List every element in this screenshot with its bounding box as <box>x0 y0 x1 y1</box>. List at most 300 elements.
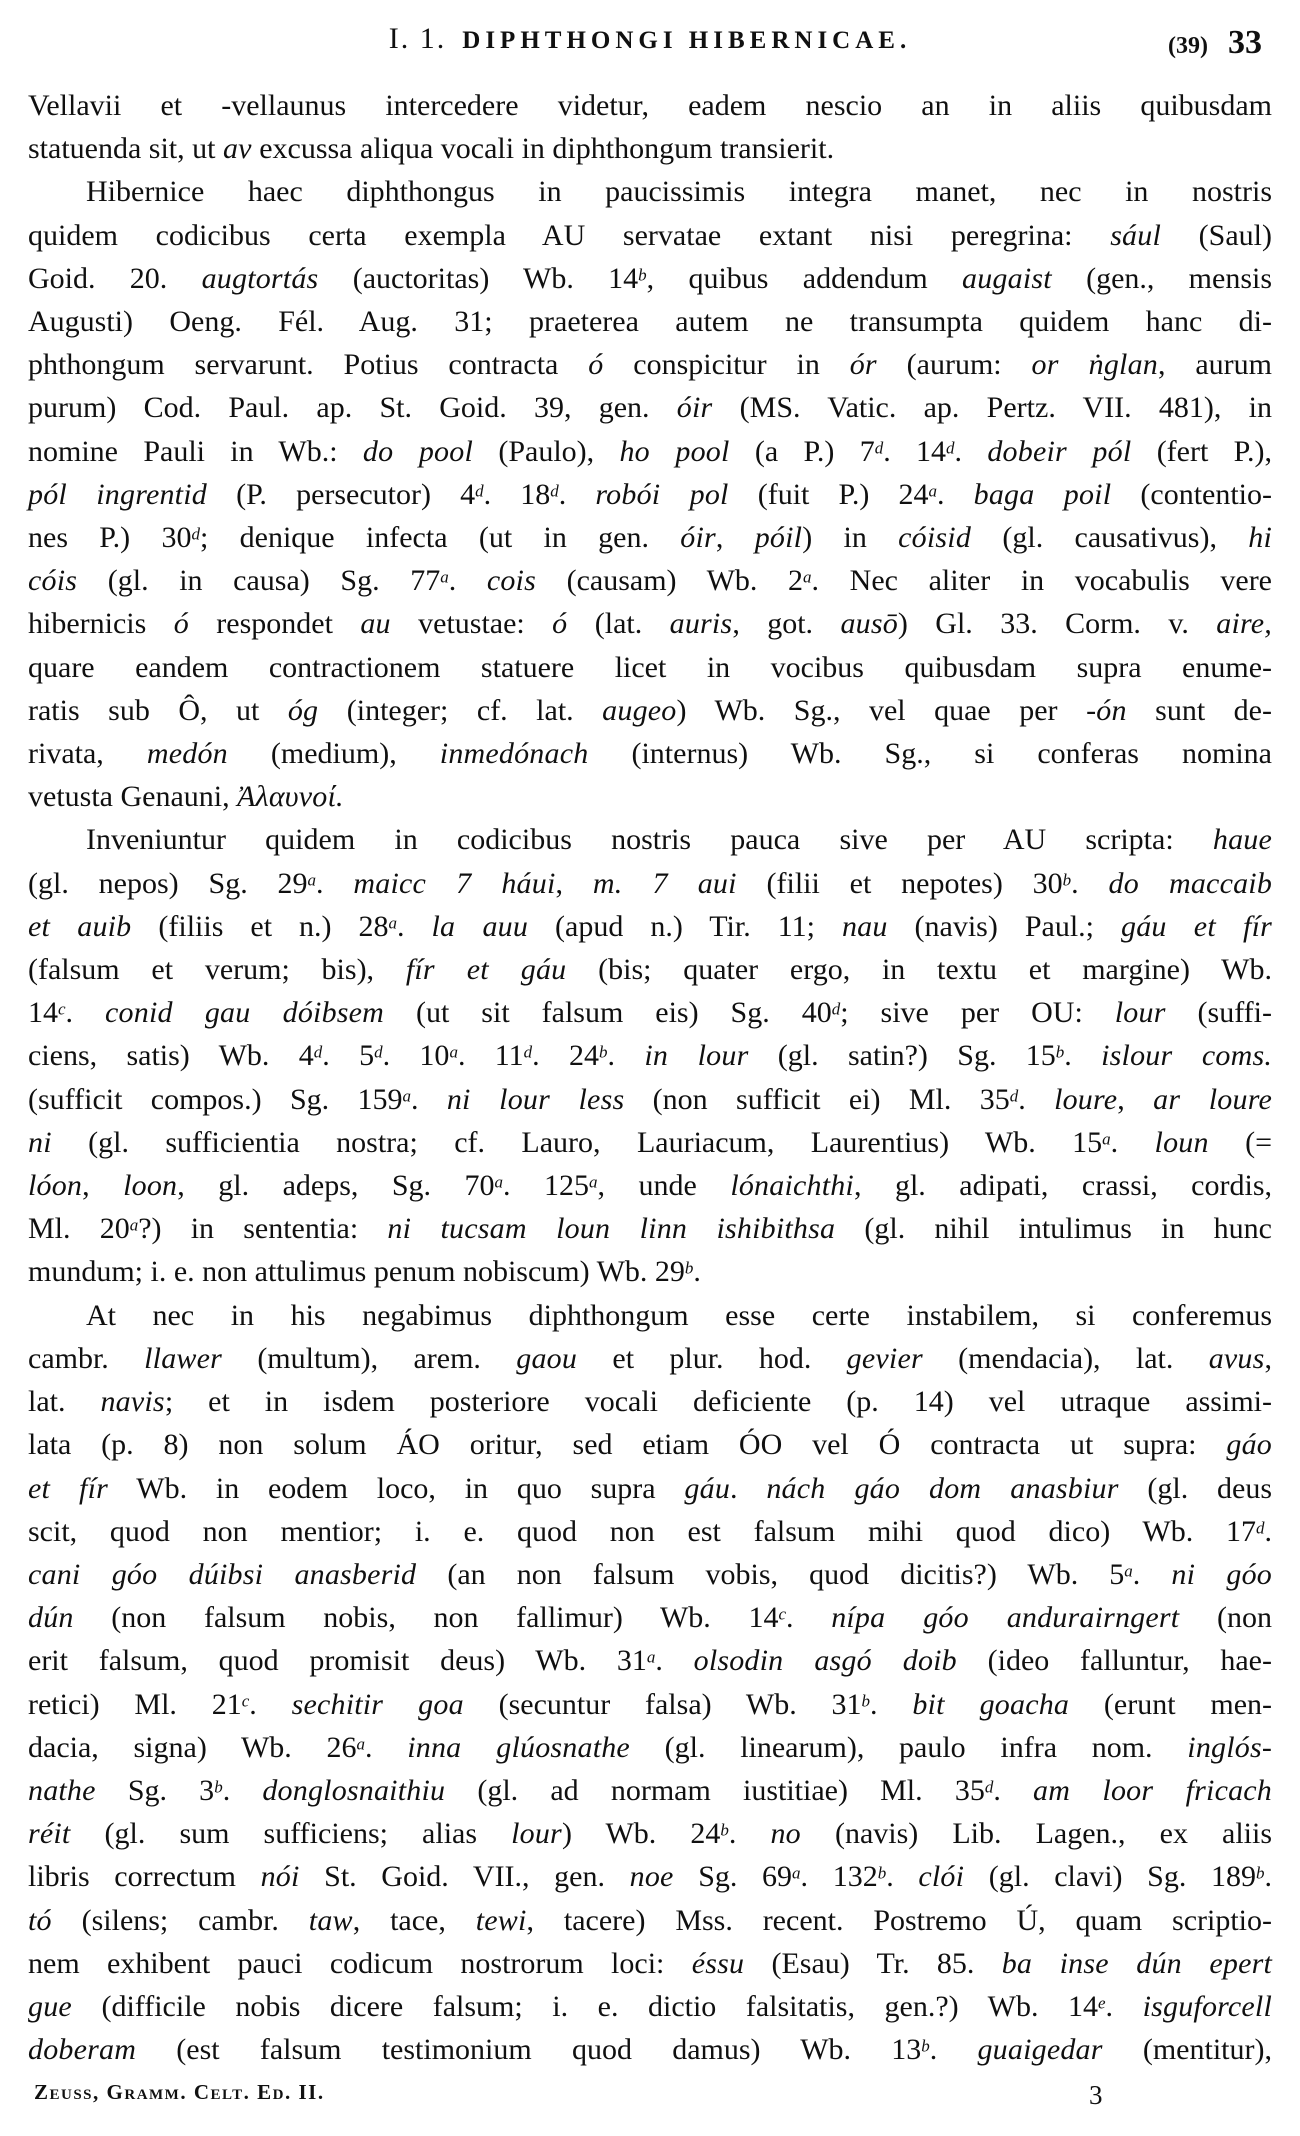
italic-run: av <box>222 132 252 166</box>
italic-run: am loor fricach <box>1033 1773 1272 1807</box>
text-run: nem exhibent pauci codicum nostrorum loci: <box>28 1946 692 1980</box>
text-run: (causam) Wb. 2 <box>535 564 804 598</box>
folio-superscript: a <box>129 1215 139 1235</box>
italic-run: tó <box>28 1903 52 1937</box>
text-line <box>28 948 1272 991</box>
italic-run: maicc 7 háui <box>353 866 556 900</box>
italic-run: éssu <box>691 1946 745 1980</box>
text-run: . 11 <box>457 1039 524 1073</box>
text-run: erit falsum, quod promisit deus) Wb. 31 <box>28 1644 647 1678</box>
italic-run: sechitir goa <box>291 1687 464 1721</box>
italic-run: clói <box>918 1860 965 1894</box>
italic-run: la auu <box>431 909 529 943</box>
italic-run: augaist <box>962 261 1052 295</box>
text-run: ) Gl. 33. Corm. v. <box>897 607 1217 641</box>
text-run: (Esau) Tr. 85. <box>744 1946 1002 1980</box>
italic-run: ni lour less <box>446 1082 625 1116</box>
text-run: et plur. hod. <box>577 1341 847 1375</box>
text-line <box>28 862 1272 905</box>
text-run: (fuit P.) 24 <box>728 477 929 511</box>
text-line <box>28 1078 1272 1121</box>
italic-run: dún <box>28 1601 74 1635</box>
folio-superscript: d <box>946 437 955 457</box>
text-run: ) Wb. Sg., vel quae per <box>676 693 1087 727</box>
italic-run: or ṅglan <box>1031 348 1158 382</box>
text-run: (a P.) 7 <box>729 434 875 468</box>
text-run: (integer; cf. lat. <box>318 693 603 727</box>
italic-run: sául <box>1110 218 1161 252</box>
italic-run: gevier <box>846 1341 923 1375</box>
italic-run: nathe <box>28 1773 96 1807</box>
text-run: . <box>886 1860 919 1894</box>
text-run: (gl. satin?) Sg. 15 <box>748 1039 1056 1073</box>
text-line <box>28 1337 1272 1380</box>
text-line <box>28 1423 1272 1466</box>
text-run: . <box>448 564 487 598</box>
folio-superscript: a <box>388 913 398 933</box>
folio-superscript: b <box>1062 870 1072 890</box>
folio-superscript: a <box>646 1647 656 1667</box>
text-run: (secuntur falsa) Wb. 31 <box>463 1687 862 1721</box>
folio-superscript: a <box>449 1042 458 1062</box>
folio-superscript: c <box>241 1690 250 1710</box>
italic-run: gue <box>28 1989 72 2023</box>
text-line <box>28 1899 1272 1942</box>
page-footer <box>34 2080 1272 2124</box>
italic-run: et fír <box>28 1471 108 1505</box>
italic-run: m. 7 aui <box>592 866 737 900</box>
italic-run: fír et gáu <box>405 953 567 987</box>
text-line <box>28 516 1272 559</box>
italic-run: noe <box>629 1860 674 1894</box>
italic-run: ho pool <box>619 434 730 468</box>
printer-signature: Zeuss, Gramm. Celt. Ed. II. <box>34 2080 325 2104</box>
page-number: 33 <box>1228 24 1262 61</box>
folio-superscript: a <box>494 1172 504 1192</box>
folio-superscript: d <box>313 1042 323 1062</box>
text-run: (contentio- <box>1111 477 1272 511</box>
text-run: (gen., mensis <box>1051 261 1273 295</box>
text-line <box>28 1942 1272 1985</box>
italic-run: et auib <box>28 909 132 943</box>
text-run: , got. <box>732 607 841 641</box>
text-run: . <box>558 477 596 511</box>
folio-superscript: b <box>861 1690 871 1710</box>
text-line <box>28 1121 1272 1164</box>
text-run: vetustae: <box>390 607 553 641</box>
text-run: . <box>397 909 432 943</box>
italic-run: lónaichthi <box>730 1169 854 1203</box>
italic-run: ar loure <box>1153 1082 1272 1116</box>
text-run: (aurum: <box>876 348 1032 382</box>
text-run: (gl. linearum), paulo infra nom. <box>629 1730 1188 1764</box>
text-run: At nec in his negabimus diphthongum esse certe instabilem, si conferemus <box>86 1298 1272 1332</box>
text-run: (gl. clavi) Sg. 189 <box>964 1860 1256 1894</box>
italic-run: cóisid <box>898 521 972 555</box>
folio-superscript: a <box>440 567 449 587</box>
text-run: scit, quod non mentior; i. e. quod non est falsum mihi quod dico) Wb. 17 <box>28 1514 1256 1548</box>
folio-superscript: a <box>307 870 317 890</box>
text-line <box>28 1855 1272 1898</box>
text-line <box>28 257 1272 300</box>
folio-superscript: c <box>778 1604 786 1624</box>
text-run: (non falsum nobis, non fallimur) Wb. 14 <box>73 1601 779 1635</box>
italic-run: nói <box>260 1860 300 1894</box>
text-run: . <box>249 1687 292 1721</box>
page-header <box>28 22 1272 72</box>
text-run: . <box>954 434 988 468</box>
italic-run: donglosnaithiu <box>262 1773 446 1807</box>
text-run: lat. <box>28 1385 101 1419</box>
text-run: (gl. causativus), <box>971 521 1249 555</box>
italic-run: ni tucsam loun linn ishibithsa <box>387 1212 836 1246</box>
text-line <box>28 732 1272 775</box>
italic-run: ó <box>173 607 189 641</box>
text-line <box>28 775 1272 818</box>
text-line <box>28 689 1272 732</box>
italic-run: nípa góo andurairngert <box>831 1601 1180 1635</box>
text-line <box>28 127 1272 170</box>
italic-run: gáo <box>1226 1428 1272 1462</box>
folio-superscript: a <box>1102 1129 1111 1149</box>
text-line <box>28 602 1272 645</box>
folio-superscript: b <box>638 265 647 285</box>
text-run: Ml. 20 <box>28 1212 130 1246</box>
text-run: ; et in isdem posteriore vocali deficiente (p. 14) vel utraque assimi- <box>164 1385 1272 1419</box>
folio-superscript: a <box>356 1734 366 1754</box>
text-run: ciens, satis) Wb. 4 <box>28 1039 314 1073</box>
italic-run: ór <box>849 348 877 382</box>
text-run: (erunt men- <box>1069 1687 1273 1721</box>
text-run: . <box>316 866 354 900</box>
text-run: . 5 <box>322 1039 375 1073</box>
italic-run: póil <box>754 521 803 555</box>
text-run: (est falsum testimonium quod damus) Wb. 13 <box>136 2033 922 2067</box>
text-run: sunt de- <box>1126 693 1272 727</box>
text-line <box>28 170 1272 213</box>
text-run: hibernicis <box>28 607 174 641</box>
italic-run: -ón <box>1086 693 1127 727</box>
text-run: (gl. nepos) Sg. 29 <box>28 866 308 900</box>
text-line <box>28 1034 1272 1077</box>
page-numbers <box>1168 24 1262 62</box>
text-run: . 14 <box>883 434 947 468</box>
text-run: . 132 <box>800 1860 878 1894</box>
text-run: lata (p. 8) non solum ÁO oritur, sed etiam ÓO vel Ó contracta ut supra: <box>28 1428 1227 1462</box>
text-run: , gl. adeps, Sg. 70 <box>177 1169 495 1203</box>
italic-run: augtortás <box>201 261 319 295</box>
text-run: ratis sub Ô, ut <box>28 693 288 727</box>
text-run: Hibernice haec diphthongus in paucissimis integra manet, nec in nostris <box>86 175 1272 209</box>
text-run: rivata, <box>28 737 147 771</box>
italic-run: tewi <box>475 1903 527 1937</box>
text-run: (sufficit compos.) Sg. 159 <box>28 1082 403 1116</box>
text-run: (apud n.) Tir. 11; <box>528 909 842 943</box>
italic-run: ausō <box>840 607 898 641</box>
text-line <box>28 1726 1272 1769</box>
text-run: . <box>1018 1082 1055 1116</box>
text-run: purum) Cod. Paul. ap. St. Goid. 39, gen. <box>28 391 677 425</box>
text-run: (medium), <box>227 737 440 771</box>
text-run: , tace, <box>352 1903 476 1937</box>
text-run: 14 <box>28 996 58 1030</box>
text-run: (navis) Paul.; <box>887 909 1122 943</box>
text-run: . <box>1064 1039 1102 1073</box>
folio-superscript: d <box>984 1777 994 1797</box>
text-run: (P. persecutor) 4 <box>206 477 476 511</box>
italic-run: auris <box>669 607 733 641</box>
italic-run: in lour <box>644 1039 749 1073</box>
folio-superscript: d <box>874 437 884 457</box>
italic-run: taw <box>308 1903 353 1937</box>
text-run: , <box>82 1169 124 1203</box>
text-run: (bis; quater ergo, in textu et margine) Wb. <box>566 953 1272 987</box>
text-line <box>28 1639 1272 1682</box>
italic-run: doberam <box>28 2033 137 2067</box>
text-run: (fert P.), <box>1131 434 1272 468</box>
text-run: , tacere) Mss. recent. Postremo Ú, quam scriptio- <box>526 1903 1273 1937</box>
italic-run: ni góo <box>1171 1557 1273 1591</box>
italic-run: au <box>360 607 391 641</box>
text-run: , gl. adipati, crassi, cordis, <box>853 1169 1272 1203</box>
text-run: (gl. ad normam iustitiae) Ml. 35 <box>445 1773 985 1807</box>
text-run: nomine Pauli in Wb.: <box>28 434 363 468</box>
text-line <box>28 1812 1272 1855</box>
italic-run: robói pol <box>595 477 729 511</box>
text-line <box>28 905 1272 948</box>
folio-superscript: b <box>1256 1863 1265 1883</box>
text-run: (gl. nihil intulimus in hunc <box>835 1212 1272 1246</box>
italic-run: ni <box>28 1125 52 1159</box>
italic-run: loun <box>1154 1125 1209 1159</box>
italic-run: gaou <box>516 1341 578 1375</box>
italic-run: conid gau dóibsem <box>105 996 385 1030</box>
text-run: . <box>411 1082 447 1116</box>
italic-run: réit <box>28 1817 71 1851</box>
text-run: (lat. <box>567 607 670 641</box>
text-run: ) in <box>802 521 899 555</box>
folio-superscript: a <box>589 1172 598 1192</box>
italic-run: cóis <box>28 564 78 598</box>
italic-run: loure <box>1054 1082 1118 1116</box>
text-line <box>28 214 1272 257</box>
text-run: (ut sit falsum eis) Sg. 40 <box>384 996 832 1030</box>
text-run: . <box>728 1817 771 1851</box>
sheet-number: 3 <box>1089 2080 1103 2110</box>
text-line <box>28 1683 1272 1726</box>
text-run: dacia, signa) Wb. 26 <box>28 1730 357 1764</box>
section-number: I. 1. <box>388 22 447 55</box>
text-run: , <box>1264 1341 1272 1375</box>
folio-superscript: a <box>928 481 937 501</box>
folio-superscript: a <box>1124 1561 1133 1581</box>
text-run: excussa aliqua vocali in diphthongum transierit. <box>251 132 835 166</box>
text-run: (non sufficit ei) Ml. 35 <box>624 1082 1010 1116</box>
text-run: . <box>222 1773 263 1807</box>
text-run: (difficile nobis dicere falsum; i. e. dictio falsitatis, gen.?) Wb. 14 <box>71 1989 1098 2023</box>
text-run: . <box>607 1039 645 1073</box>
folio-superscript: b <box>1055 1042 1065 1062</box>
text-run: (= <box>1208 1125 1272 1159</box>
text-run: Augusti) Oeng. Fél. Aug. 31; praeterea autem ne transumpta quidem hanc di- <box>28 305 1272 339</box>
italic-run: aire, <box>1216 607 1272 641</box>
italic-run: ba inse dún epert <box>1001 1946 1273 1980</box>
italic-run: nách gáo dom anasbiur <box>766 1471 1119 1505</box>
text-run: , <box>715 521 755 555</box>
text-run: . <box>929 2033 978 2067</box>
text-run: (Paulo), <box>473 434 620 468</box>
text-line <box>28 386 1272 429</box>
text-run: (ideo falluntur, hae- <box>956 1644 1272 1678</box>
text-line <box>28 2028 1272 2071</box>
folio-superscript: d <box>475 481 484 501</box>
text-line <box>28 1769 1272 1812</box>
text-run: (an non falsum vobis, quod dicitis?) Wb. 5 <box>416 1557 1125 1591</box>
text-line <box>28 1467 1272 1510</box>
running-title <box>28 22 1272 56</box>
text-run: nes P.) 30 <box>28 521 192 555</box>
text-run: (falsum et verum; bis), <box>28 953 406 987</box>
text-run: mundum; i. e. non attulimus penum nobiscum) Wb. 29 <box>28 1255 685 1289</box>
text-run: . 18 <box>483 477 551 511</box>
original-page-ref: (39) <box>1168 33 1208 59</box>
text-run: conspicitur in <box>603 348 850 382</box>
italic-run: hi <box>1248 521 1273 555</box>
folio-superscript: d <box>523 1042 533 1062</box>
italic-run: islour coms. <box>1101 1039 1273 1073</box>
text-run: . <box>365 1730 408 1764</box>
italic-run: pól ingrentid <box>28 477 207 511</box>
folio-superscript: d <box>1256 1518 1265 1538</box>
italic-run: inglós- <box>1187 1730 1273 1764</box>
folio-superscript: d <box>1009 1086 1019 1106</box>
text-run: (suffi- <box>1165 996 1272 1030</box>
text-run: (mendacia), lat. <box>922 1341 1209 1375</box>
text-line <box>28 1985 1272 2028</box>
italic-run: ó <box>552 607 568 641</box>
italic-run: loon <box>123 1169 178 1203</box>
text-run: . <box>1071 866 1109 900</box>
text-run: (MS. Vatic. ap. Pertz. VII. 481), in <box>712 391 1272 425</box>
text-run: . <box>693 1255 701 1289</box>
text-run: (gl. sufficientia nostra; cf. Lauro, Lauriacum, Laurentius) Wb. 15 <box>51 1125 1103 1159</box>
italic-run: ó <box>588 348 604 382</box>
text-run: , <box>1117 1082 1154 1116</box>
text-run: . 24 <box>532 1039 600 1073</box>
folio-superscript: b <box>214 1777 223 1797</box>
text-run: , unde <box>597 1169 731 1203</box>
text-run: ; denique infecta (ut in gen. <box>199 521 681 555</box>
text-run: (gl. sum sufficiens; alias <box>70 1817 512 1851</box>
italic-run: no <box>770 1817 801 1851</box>
text-line <box>28 1553 1272 1596</box>
italic-run: bit goacha <box>912 1687 1070 1721</box>
text-run: statuenda sit, ut <box>28 132 223 166</box>
italic-run: óir <box>676 391 713 425</box>
italic-run: Ἀλαυνοί. <box>237 780 344 814</box>
italic-run: óg <box>287 693 319 727</box>
text-line <box>28 1164 1272 1207</box>
chapter-title: DIPHTHONGI HIBERNICAE. <box>462 27 912 54</box>
text-run: Sg. 3 <box>95 1773 215 1807</box>
text-line <box>28 473 1272 516</box>
folio-superscript: b <box>684 1258 694 1278</box>
text-run: . <box>1110 1125 1155 1159</box>
text-run: (multum), arem. <box>222 1341 517 1375</box>
folio-superscript: d <box>550 481 559 501</box>
text-run: (gl. deus <box>1118 1471 1273 1505</box>
text-run: . <box>730 1471 767 1505</box>
text-line <box>28 991 1272 1034</box>
text-run: (auctoritas) Wb. 14 <box>318 261 639 295</box>
text-run: . <box>65 996 106 1030</box>
text-run: respondet <box>188 607 361 641</box>
text-line <box>28 646 1272 689</box>
text-run: libris correctum <box>28 1860 261 1894</box>
text-line <box>28 430 1272 473</box>
text-run: , quibus addendum <box>646 261 963 295</box>
italic-run: medón <box>146 737 228 771</box>
text-run: . <box>937 477 974 511</box>
text-run: Inveniuntur quidem in codicibus nostris pauca sive per AU scripta: <box>86 823 1213 857</box>
text-run: (filii et nepotes) 30 <box>736 866 1063 900</box>
folio-superscript: e <box>1098 1993 1106 2013</box>
text-line <box>28 300 1272 343</box>
text-line <box>28 1294 1272 1337</box>
text-run: St. Goid. VII., gen. <box>299 1860 630 1894</box>
italic-run: guaigedar <box>977 2033 1103 2067</box>
text-run: . <box>1264 1514 1272 1548</box>
text-run: . <box>993 1773 1033 1807</box>
text-line <box>28 559 1272 602</box>
text-run: (Saul) <box>1161 218 1272 252</box>
italic-run: do pool <box>362 434 473 468</box>
text-line <box>28 1380 1272 1423</box>
folio-superscript: a <box>803 567 812 587</box>
text-run: . <box>870 1687 913 1721</box>
italic-run: lóon <box>28 1169 83 1203</box>
text-line <box>28 343 1272 386</box>
text-run: ) Wb. 24 <box>561 1817 721 1851</box>
italic-run: avus <box>1208 1341 1265 1375</box>
text-run: Sg. 69 <box>673 1860 793 1894</box>
text-run: vetusta Genauni, <box>28 780 238 814</box>
italic-run: do maccaib <box>1108 866 1273 900</box>
folio-superscript: d <box>374 1042 383 1062</box>
folio-superscript: b <box>720 1820 729 1840</box>
text-run: Goid. 20. <box>28 261 202 295</box>
italic-run: lour <box>1114 996 1166 1030</box>
text-run: ; sive per OU: <box>840 996 1115 1030</box>
text-run: (navis) Lib. Lagen., ex aliis <box>800 1817 1273 1851</box>
italic-run: inmedónach <box>439 737 589 771</box>
italic-run: nau <box>841 909 888 943</box>
folio-superscript: d <box>191 524 200 544</box>
text-run: (mentitur), <box>1102 2033 1272 2067</box>
text-line <box>28 818 1272 861</box>
text-run: (filiis et n.) 28 <box>131 909 389 943</box>
text-run: phthongum servarunt. Potius contracta <box>28 348 589 382</box>
italic-run: baga poil <box>973 477 1112 511</box>
text-run: (non <box>1179 1601 1272 1635</box>
folio-superscript: a <box>792 1863 801 1883</box>
italic-run: olsodin asgó doib <box>693 1644 957 1678</box>
text-body <box>28 84 1272 2071</box>
text-line <box>28 1250 1272 1293</box>
italic-run: augeo <box>602 693 677 727</box>
text-line <box>28 1596 1272 1639</box>
folio-superscript: a <box>402 1086 411 1106</box>
